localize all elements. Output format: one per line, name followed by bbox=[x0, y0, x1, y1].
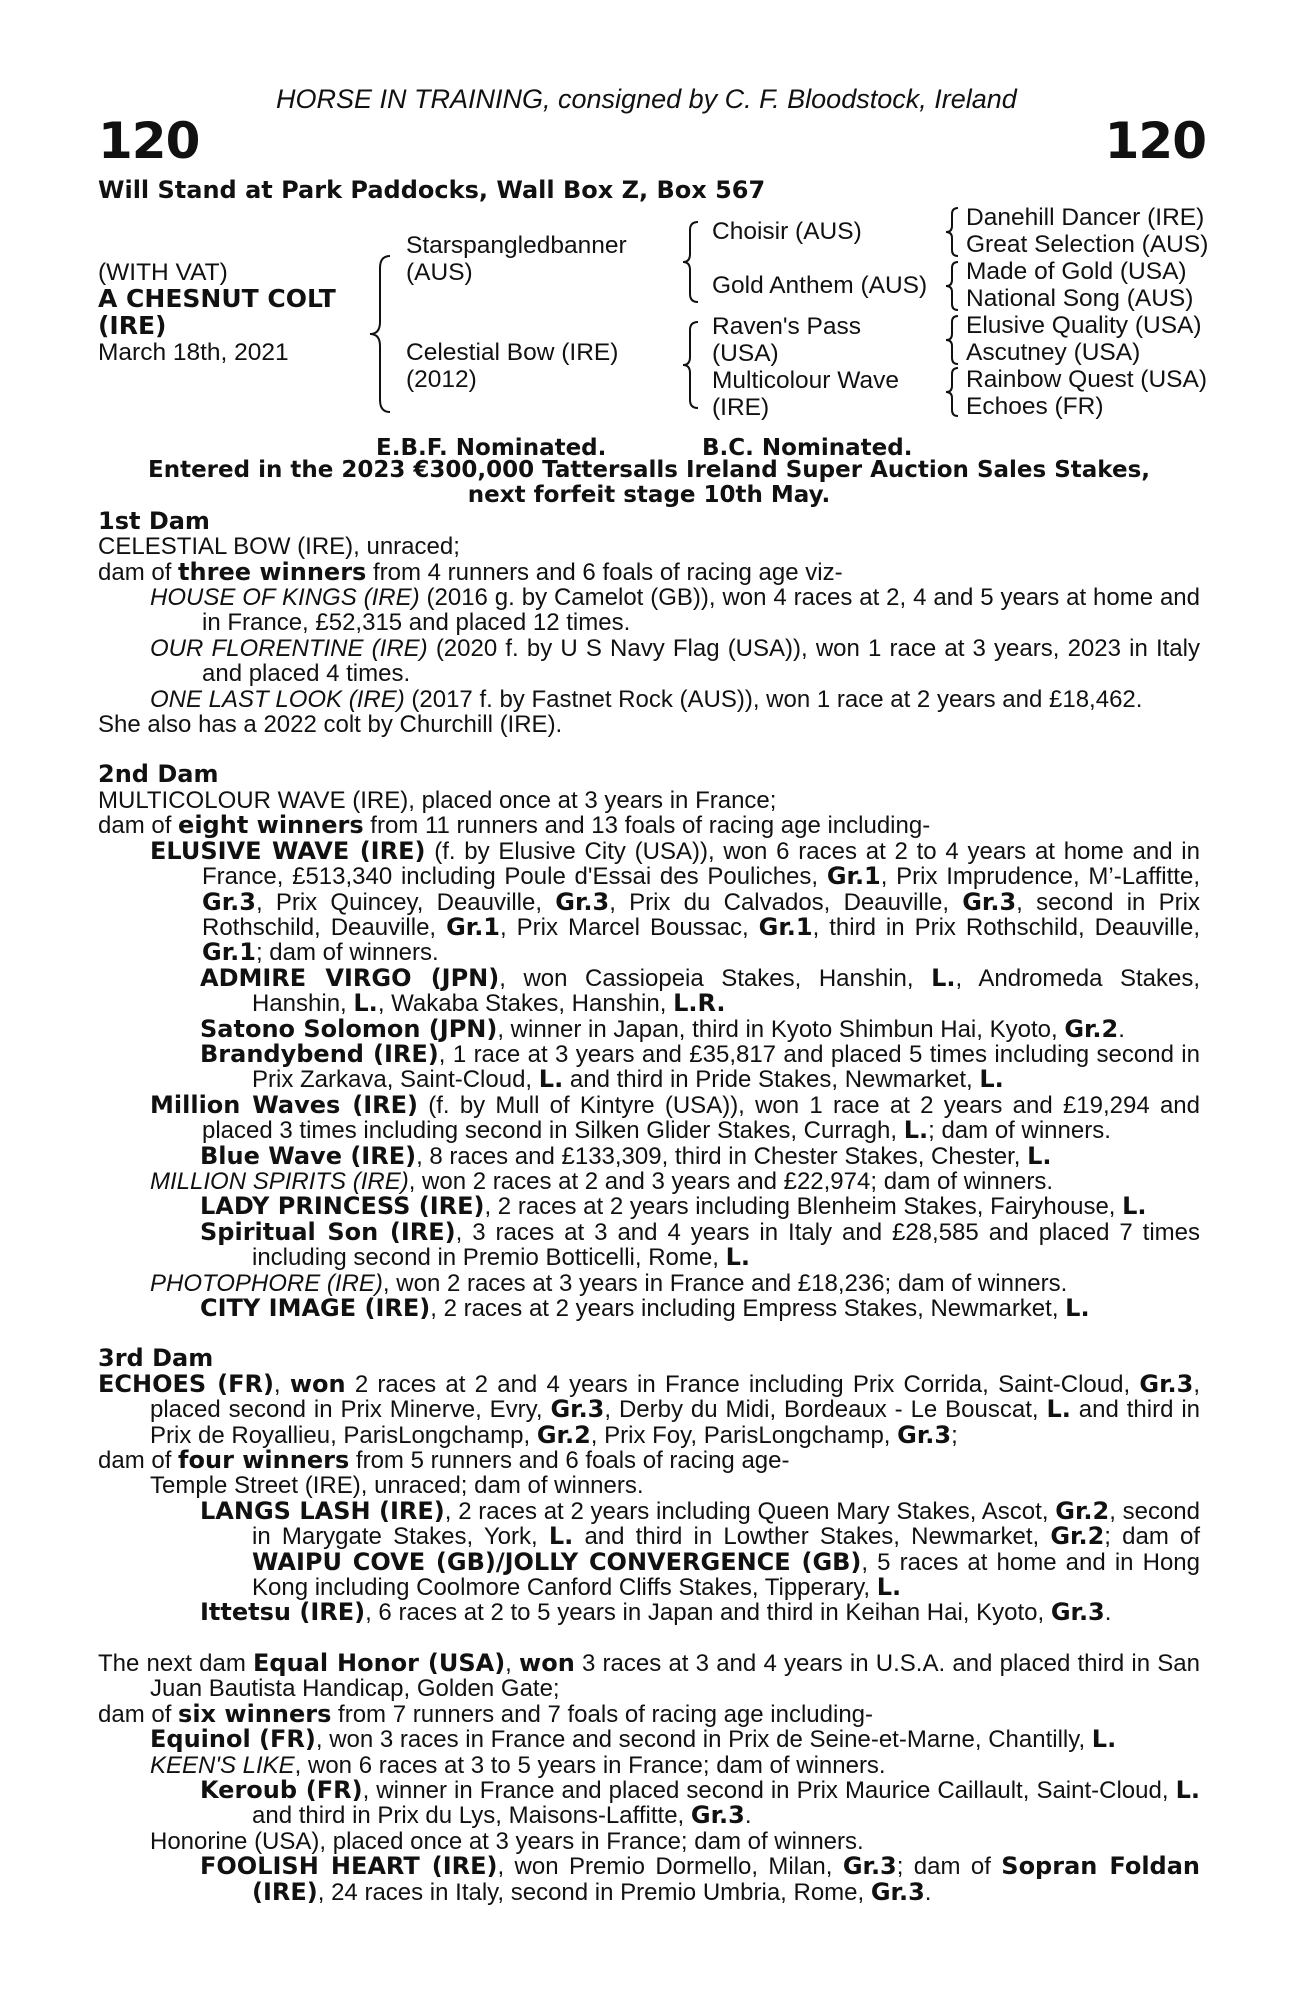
third-dam-summary: dam of four winners from 5 runners and 6 foals of racing age- bbox=[98, 1446, 790, 1475]
progeny-foolish-heart: FOOLISH HEART (IRE), won Premio Dormello, Milan, Gr.3; dam of Sopran Foldan (IRE), 24 races in Italy, second in Premio Umbria, Rome, Gr.3. bbox=[200, 1852, 1201, 1906]
progeny-photophore: PHOTOPHORE (IRE), won 2 races at 3 years in France and £18,236; dam of winners. bbox=[150, 1269, 1068, 1297]
gen3-sss: Danehill Dancer (IRE) bbox=[966, 204, 1205, 231]
third-dam-record: ECHOES (FR), won 2 races at 2 and 4 years in France including Prix Corrida, Saint-Cloud, Gr.3, placed second in Prix Minerve, Evry, Gr.3, Derby du Midi, Bordeaux - Le Bouscat, L. and third in Prix de Royallieu, ParisLongchamp, Gr.2, Prix Foy, ParisLongchamp, Gr.3; bbox=[98, 1369, 1201, 1449]
progeny-elusive-wave: ELUSIVE WAVE (IRE) (f. by Elusive City (USA)), won 6 races at 2 to 4 years at home and in France, £513,340 including Poule d'Essai des Pouliches, Gr.1, Prix Imprudence, M’-Laffitte, Gr.3, Prix Quincey, Deauville, Gr.3, Prix du Calvados, Deauville, Gr.3, second in Prix Rothschild, Deauville, Gr.1, Prix Marcel Boussac, Gr.1, third in Prix Rothschild, Deauville, Gr.1; dam of winners. bbox=[150, 836, 1200, 967]
second-dam-line: MULTICOLOUR WAVE (IRE), placed once at 3 years in France; bbox=[98, 786, 777, 814]
bc-nomination: B.C. Nominated. bbox=[702, 435, 913, 461]
gen3-dds: Rainbow Quest (USA) bbox=[966, 366, 1208, 393]
progeny-one-last-look: ONE LAST LOOK (IRE) (2017 f. by Fastnet Rock (AUS)), won 1 race at 2 years and £18,462. bbox=[150, 685, 1143, 713]
pedigree-brace-4 bbox=[944, 206, 964, 258]
progeny-keens-like: KEEN'S LIKE, won 6 races at 3 to 5 years in France; dam of winners. bbox=[150, 1751, 886, 1779]
lot-number-left: 120 bbox=[98, 112, 200, 170]
second-dam-heading: 2nd Dam bbox=[98, 760, 219, 789]
gen3-ssd: Great Selection (AUS) bbox=[966, 231, 1209, 258]
pedigree-brace-5 bbox=[944, 260, 964, 312]
second-dam-summary: dam of eight winners from 11 runners and 13 foals of racing age including- bbox=[98, 811, 931, 840]
horse-origin: (IRE) bbox=[98, 311, 167, 340]
vat-note: (WITH VAT) bbox=[98, 259, 228, 286]
sire-sire: Choisir (AUS) bbox=[712, 218, 862, 245]
pedigree-brace-3 bbox=[680, 320, 704, 410]
dam-sire-name: Raven's Pass bbox=[712, 313, 862, 340]
dam-sire-origin: (USA) bbox=[712, 340, 779, 367]
progeny-house-of-kings: HOUSE OF KINGS (IRE) (2016 g. by Camelot (GB)), won 4 races at 2, 4 and 5 years at home and in France, £52,315 and placed 12 times. bbox=[150, 584, 1200, 637]
first-dam-summary: dam of three winners from 4 runners and 6 foals of racing age viz- bbox=[98, 557, 843, 586]
sire-dam: Gold Anthem (AUS) bbox=[712, 272, 928, 299]
progeny-keroub: Keroub (FR), winner in France and placed second in Prix Maurice Caillault, Saint-Cloud, L. and third in Prix du Lys, Maisons-Laffitte, Gr.3. bbox=[200, 1775, 1200, 1830]
dam-dam-name: Multicolour Wave bbox=[712, 367, 899, 394]
progeny-million-waves: Million Waves (IRE) (f. by Mull of Kintyre (USA)), won 1 race at 2 years and £19,294 and placed 3 times including second in Silken Glider Stakes, Curragh, L.; dam of winners. bbox=[150, 1090, 1200, 1145]
dam-name: Celestial Bow (IRE) bbox=[406, 339, 619, 366]
progeny-brandybend: Brandybend (IRE), 1 race at 3 years and £35,817 and placed 5 times including second in Prix Zarkava, Saint-Cloud, L. and third in Pride Stakes, Newmarket, L. bbox=[200, 1039, 1200, 1094]
gen3-dsd: Ascutney (USA) bbox=[966, 339, 1141, 366]
horse-name: A CHESNUT COLT bbox=[98, 284, 336, 313]
progeny-ittetsu: Ittetsu (IRE), 6 races at 2 to 5 years in Japan and third in Keihan Hai, Kyoto, Gr.3. bbox=[200, 1598, 1112, 1627]
progeny-equinol: Equinol (FR), won 3 races in France and second in Prix de Seine-et-Marne, Chantilly, L. bbox=[150, 1725, 1117, 1754]
ebf-nomination: E.B.F. Nominated. bbox=[376, 435, 607, 461]
dam-dam-origin: (IRE) bbox=[712, 394, 770, 421]
stand-location: Will Stand at Park Paddocks, Wall Box Z, Box 567 bbox=[98, 176, 766, 204]
sales-entry: Entered in the 2023 €300,000 Tattersalls Ireland Super Auction Sales Stakes, next forfeit stage 10th May. bbox=[148, 457, 1150, 509]
pedigree-brace-6 bbox=[944, 314, 964, 366]
lot-number-right: 120 bbox=[1104, 112, 1206, 170]
sire-origin: (AUS) bbox=[406, 259, 473, 286]
dam-foaled: (2012) bbox=[406, 366, 477, 393]
first-dam-line: CELESTIAL BOW (IRE), unraced; bbox=[98, 533, 460, 561]
consignor-line: HORSE IN TRAINING, consigned by C. F. Bloodstock, Ireland bbox=[276, 84, 1017, 114]
first-dam-note: She also has a 2022 colt by Churchill (IRE). bbox=[98, 711, 563, 739]
progeny-city-image: CITY IMAGE (IRE), 2 races at 2 years including Empress Stakes, Newmarket, L. bbox=[200, 1294, 1090, 1322]
progeny-spiritual-son: Spiritual Son (IRE), 3 races at 3 and 4 years in Italy and £28,585 and placed 7 times including second in Premio Botticelli, Rome, L. bbox=[200, 1217, 1201, 1272]
gen3-sdd: National Song (AUS) bbox=[966, 285, 1194, 312]
catalogue-body bbox=[98, 458, 1200, 1905]
progeny-lady-princess: LADY PRINCESS (IRE), 2 races at 2 years including Blenheim Stakes, Fairyhouse, L. bbox=[200, 1192, 1147, 1221]
sire-name: Starspangledbanner bbox=[406, 232, 627, 259]
third-dam-heading: 3rd Dam bbox=[98, 1344, 214, 1373]
gen3-sds: Made of Gold (USA) bbox=[966, 258, 1187, 285]
progeny-blue-wave: Blue Wave (IRE), 8 races and £133,309, third in Chester Stakes, Chester, L. bbox=[200, 1141, 1052, 1170]
progeny-satono-solomon: Satono Solomon (JPN), winner in Japan, third in Kyoto Shimbun Hai, Kyoto, Gr.2. bbox=[200, 1014, 1125, 1043]
first-dam-heading: 1st Dam bbox=[98, 506, 210, 535]
next-dam-summary: dam of six winners from 7 runners and 7 foals of racing age including- bbox=[98, 1699, 874, 1728]
gen3-ddd: Echoes (FR) bbox=[966, 393, 1104, 420]
progeny-langs-lash: LANGS LASH (IRE), 2 races at 2 years including Queen Mary Stakes, Ascot, Gr.2, second in Marygate Stakes, York, L. and third in Lowther Stakes, Newmarket, Gr.2; dam of WAIPU COVE (GB)/JOLLY CONVERGENCE (GB), 5 races at home and in Hong Kong including Coolmore Canford Cliffs Stakes, Tipperary, L. bbox=[200, 1496, 1200, 1602]
pedigree-brace-2 bbox=[680, 220, 704, 304]
next-dam-record: The next dam Equal Honor (USA), won 3 races at 3 and 4 years in U.S.A. and placed third in San Juan Bautista Handicap, Golden Gate; bbox=[98, 1648, 1200, 1703]
foaling-date: March 18th, 2021 bbox=[98, 339, 289, 366]
gen3-dss: Elusive Quality (USA) bbox=[966, 312, 1202, 339]
progeny-admire-virgo: ADMIRE VIRGO (JPN), won Cassiopeia Stakes, Hanshin, L., Andromeda Stakes, Hanshin, L., Wakaba Stakes, Hanshin, L.R. bbox=[200, 963, 1201, 1018]
progeny-honorine: Honorine (USA), placed once at 3 years in France; dam of winners. bbox=[150, 1827, 864, 1855]
progeny-our-florentine: OUR FLORENTINE (IRE) (2020 f. by U S Navy Flag (USA)), won 1 race at 3 years, 2023 in Italy and placed 4 times. bbox=[150, 634, 1200, 688]
pedigree-brace-1 bbox=[366, 254, 396, 414]
pedigree-brace-7 bbox=[944, 366, 964, 418]
progeny-million-spirits: MILLION SPIRITS (IRE), won 2 races at 2 and 3 years and £22,974; dam of winners. bbox=[150, 1167, 1054, 1195]
progeny-temple-street: Temple Street (IRE), unraced; dam of winners. bbox=[150, 1472, 644, 1500]
